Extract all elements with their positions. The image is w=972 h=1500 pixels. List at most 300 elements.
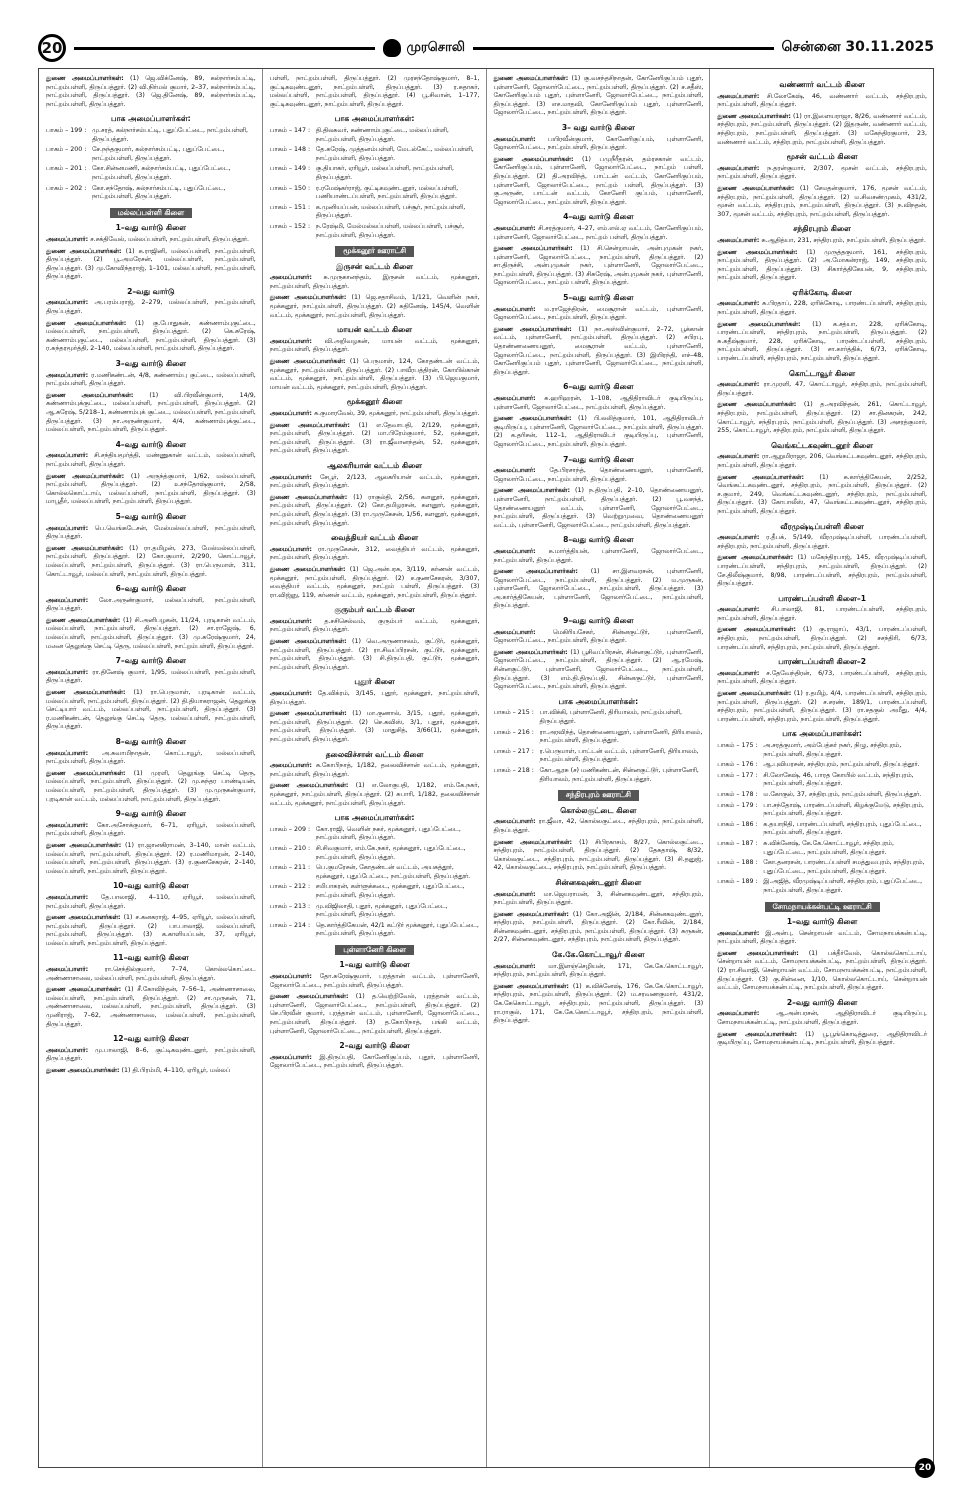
member-paragraph xyxy=(494,911,704,945)
member-details: சு.குமாரவேல், 39, மூக்கனூர், நாட்றம்பள்ளி, திருப்பத்தூர். xyxy=(313,410,480,417)
role-label: துணை அமைப்பாளர்கள்: xyxy=(717,626,796,634)
section-heading: 6–வது வார்டு கிளை xyxy=(115,584,187,594)
member-details: (1) அருந்த்குமார், 1/62, மல்லப்பள்ளி, நாட்றம்பள்ளி, திருப்பத்தூர். (2) உசந்தோஷ்குமார், 2/58, கொல்லகொட்டாய், மல்லப்பள்ளி, நாட்றம்பள்ளி, திருப்பத்தூர். (3) மாபூதீர், மல்லப்பள்ளி, நாட்றம்பள்ளி, திருப்பத்தூர். xyxy=(46,472,256,506)
member-details: (1) த.அரவிந்தன், 261, கொட்டாவூர், சந்திரபுரம், நாட்றம்பள்ளி, திருப்பத்தூர். (2) சா.தினகரன், 242, கொட்டாவூர், சந்திரபுரம், நாட்றம்பள்ளி, திருப்பத்தூர். (3) அசரத்குமார், 255, கொட்டாவூர், சந்திரபுரம், நாட்றம்பள்ளி, திருப்பத்தூர். xyxy=(717,401,927,435)
member-paragraph xyxy=(717,113,927,147)
section-heading: வீரமுஷ்டிப்பள்ளி கிளை xyxy=(780,521,864,531)
role-label: துணை அமைப்பாளர்கள்: xyxy=(717,1030,797,1038)
member-paragraph xyxy=(46,689,256,732)
member-paragraph xyxy=(270,358,480,392)
booth-text: க.தயாநிதி, பாரண்டப்பள்ளி, சந்திரபுரம், புதுப்பேட்டை, நாட்றம்பள்ளி, திருப்பத்தூர். xyxy=(763,820,922,837)
member-paragraph xyxy=(270,762,480,779)
member-details: பயிரவீன்குமார், கோனேரிகுப்பம், புள்ளானேரி, ஜோலார்பேட்டை, நாட்றம்பள்ளி, திருப்பத்தூர். xyxy=(493,135,704,152)
section-heading: 3–வது வார்டு கிளை xyxy=(115,359,187,369)
booth-number: பாகம் – 200 : xyxy=(46,146,87,154)
section-heading: 1–வது வார்டு கிளை xyxy=(786,917,858,927)
section-heading: 8–வது வார்டு கிளை xyxy=(115,737,187,746)
booth-number: பாகம் – 178 : xyxy=(717,790,758,798)
section-heading: 5–வது வார்டு கிளை xyxy=(563,293,634,303)
booth-number: பாகம் – 187 : xyxy=(717,839,758,847)
role-label: துணை அமைப்பாளர்கள்: xyxy=(493,155,574,163)
shaded-heading-label: புள்ளானேரி கிளை xyxy=(335,945,414,956)
member-details: (1) சிபிரகாசம், 8/27, கொல்லகுட்டை, சந்திரபுரம், நாட்றம்பள்ளி, திருப்பத்தூர். (2) தேசுதாஷ், 8/32, கொல்லகுட்டை, சந்திரபுரம், நாட்றம்பள்ளி, திருப்பத்தூர். (3) சி.தனுஜ், 42, கொல்லகுட்டை, சந்திரபுரம், நாட்றம்பள்ளி, திருப்பத்தூர். xyxy=(493,838,704,872)
booth-entry xyxy=(270,204,480,221)
member-details: தோ.சுரேஷ்குமார், புரத்தான் வட்டம், புள்ளானேரி, ஜோலார்பேட்டை, நாட்றம்பள்ளி, திருப்பத்தூர். xyxy=(269,973,480,989)
member-paragraph xyxy=(270,294,480,320)
booth-text: தே.சுரேஷ், முத்தனம்பள்ளி, மேடல்கேட், மல்லப்பள்ளி, நாட்றம்பள்ளி, திருப்பத்தூர். xyxy=(315,146,474,162)
section-heading: தலைவிச்சான் வட்டம் கிளை xyxy=(325,749,424,759)
member-paragraph xyxy=(46,986,256,1029)
member-details: ம.ராஜேந்திரன், மைசூரான் வட்டம், புள்ளானேரி, ஜோலார்பேட்டை, நாட்றம்பள்ளி, திருப்பத்தூர். xyxy=(493,305,704,322)
booth-number: பாகம் – 188 : xyxy=(717,859,758,867)
member-paragraph xyxy=(717,401,927,435)
booth-text: கோ.ஆரசு (ச) மணிகண்டன், சின்னகுட்டூர், புள்ளானேரி, திரியாலம், நாட்றம்பள்ளி, திருப்பத்தூர். xyxy=(539,766,699,783)
role-label: துணை அமைப்பாளர்கள்: xyxy=(493,415,572,423)
booth-entry xyxy=(46,127,256,144)
booth-text: இ.அஜித், வீரமுஷ்டிப்பள்ளி, சந்திரபுரம், புதுப்பேட்டை, நாட்றம்பள்ளி, திருப்பத்தூர். xyxy=(763,878,923,894)
columns xyxy=(39,69,933,1467)
booth-number: பாகம் – 176 : xyxy=(717,761,758,769)
member-details: ரா.முருகேசன், 312, வைத்தியர் வட்டம், மூக்கனூர், நாட்றம்பள்ளி, திருப்பத்தூர். xyxy=(269,545,480,562)
member-details: (1) முரளி, தெலுங்கு செட்டி தெரு, மல்லப்பள்ளி, நாட்றம்பள்ளி, திருப்பத்தூர். (2) மு.சுந்தர பாண்டியன், மல்லப்பள்ளி, நாட்றம்பள்ளி, திருப்பத்தூர். (3) மு.முருகன்குமார், புரடிகான் வட்டம், மல்லப்பள்ளி, நாட்றம்பள்ளி, திருப்பத்தூர். xyxy=(46,769,256,803)
booth-number: பாகம் – 175 : xyxy=(717,742,758,749)
booth-text: க.முனியப்பன், மல்லப்பள்ளி, பச்சூர், நாட்றம்பள்ளி, திருப்பத்தூர். xyxy=(315,203,466,220)
role-label: அமைப்பாளர்: xyxy=(717,453,760,461)
role-label: துணை அமைப்பாளர்கள்: xyxy=(46,472,125,480)
member-details: த.சசிசெல்வம், குரும்பர் வட்டம், மூக்கனூர், நாட்றம்பள்ளி, திருப்பத்தூர். xyxy=(269,617,480,634)
role-label: அமைப்பாளர்: xyxy=(717,381,760,389)
role-label: துணை அமைப்பாளர்கள்: xyxy=(493,568,578,576)
role-label: அமைப்பாளர்: xyxy=(269,274,312,282)
role-label: துணை அமைப்பாளர்கள்: xyxy=(493,910,569,918)
role-label: அமைப்பாளர்: xyxy=(46,235,89,243)
booth-entry xyxy=(270,826,480,843)
member-paragraph xyxy=(717,534,927,551)
role-label: துணை அமைப்பாளர்கள்: xyxy=(269,710,347,718)
role-label: அமைப்பாளர்: xyxy=(46,893,89,901)
booth-text: கோ.ராஜி, வெளின் நகர், மூக்கனூர், புதுப்பேட்டை, நாட்றம்பள்ளி, திருப்பத்தூர். xyxy=(315,825,461,842)
role-label: அமைப்பாளர்: xyxy=(493,962,536,970)
shaded-heading-label: மல்லப்பள்ளி கிளை xyxy=(110,208,192,219)
section-heading: 1–வது வார்டு கிளை xyxy=(339,960,410,970)
member-details: சி.சந்தியமூர்த்தி, மண்ணுகான் வட்டம், மல்லப்பள்ளி, நாட்றம்பள்ளி, திருப்பத்தூர். xyxy=(46,452,256,468)
role-label: அமைப்பாளர்: xyxy=(717,164,760,172)
member-details: சேபூர், 2/123, ஆலகரியான் வட்டம், மூக்கனூர், நாட்றம்பள்ளி, திருப்பத்தூர். xyxy=(269,473,480,490)
member-paragraph xyxy=(270,690,480,707)
member-paragraph xyxy=(717,474,927,517)
role-label: அமைப்பாளர்: xyxy=(717,606,760,614)
section-heading: 9–வது வார்டு கிளை xyxy=(563,616,634,626)
booth-entry xyxy=(717,742,927,759)
member-paragraph xyxy=(46,392,256,435)
column-1 xyxy=(39,69,263,1467)
role-label: துணை அமைப்பாளர்கள்: xyxy=(269,358,346,366)
member-paragraph xyxy=(494,415,704,449)
member-details: (1) பமுநீரீதரன், தம்ரசகான் வட்டம், கோனேரிகுப்பம், புள்ளானேரி, ஜோலார்பேட்டை, நாட்றம் பள்ளி, திருப்பத்தூர். (2) தி.அரவிந்த், பாட்டன் வட்டம், கோனேரிகுப்பம், புள்ளானேரி, ஜோலார்பேட்டை, நாட்றம் பள்ளி, திருப்பத்தூர். (3) கு.அருண், பாட்டன் வட்டம், கோனேரி குப்பம், புள்ளானேரி, ஜோலார்பேட்டை, நாட்றம்பள்ளி, திருப்பத்தூர். xyxy=(493,155,704,206)
member-details: (1) பூசிவப்பிரசன், சின்னகுட்டூர், புள்ளானேரி, ஜோலார்பேட்டை, நாட்றம்பள்ளி, திருப்பத்தூர். (2) ஆ.ரமேஷ், சின்னகுட்டூர், புள்ளானேரி, ஜோலார்பேட்டை, நாட்றம்பள்ளி, திருப்பத்தூர். (3) எம்.தி.திருப்பதி, சின்னகுட்டூர், புள்ளானேரி, ஜோலார்பேட்டை, நாட்றம்பள்ளி, திருப்பத்தூர். xyxy=(493,648,704,691)
role-label: அமைப்பாளர்: xyxy=(717,534,760,542)
section-heading: இருசன் வட்டம் கிளை xyxy=(336,261,414,271)
booth-entry xyxy=(717,859,927,876)
booth-entry xyxy=(46,146,256,163)
page-body xyxy=(38,68,934,1468)
member-paragraph xyxy=(494,395,704,412)
member-paragraph xyxy=(494,306,704,323)
member-details: (1) பெருமாள், 124, கோதண்டன் வட்டம், மூக்கனூர், நாட்றம்பள்ளி, திருப்பத்தூர். (2) பாவீரபத்திரன், கோயில்கான் வட்டம், மூக்கனூர், நாட்றம்பள்ளி, திருப்பத்தூர். (3) பி.ஜெயகுமார், மாயன் வட்டம், மூக்கனூர், நாட்றம்பள்ளி, திருப்பத்தூர். xyxy=(269,358,480,391)
role-label: அமைப்பாளர்: xyxy=(46,821,89,829)
booth-number: பாகம் – 213 : xyxy=(269,902,311,910)
role-label: துணை அமைப்பாளர்கள்: xyxy=(269,493,348,501)
role-label: துணை அமைப்பாளர்கள்: xyxy=(269,421,350,429)
member-paragraph xyxy=(270,710,480,744)
role-label: துணை அமைப்பாளர்கள்: xyxy=(269,294,347,302)
booth-number: பாகம் – 218 : xyxy=(493,766,534,774)
role-label: துணை அமைப்பாளர்கள்: xyxy=(717,248,798,256)
city-date: சென்னை 30.11.2025 xyxy=(781,39,934,55)
role-label: அமைப்பாளர்: xyxy=(493,628,536,636)
section-heading: 8–வது வார்டு கிளை xyxy=(563,535,634,545)
role-label: துணை அமைப்பாளர்கள்: xyxy=(717,949,799,957)
booth-entry xyxy=(494,709,704,726)
booth-entry xyxy=(494,729,704,746)
column-4 xyxy=(710,69,933,1467)
section-heading: பாக அமைப்பாளர்கள்: xyxy=(558,696,639,706)
member-paragraph xyxy=(46,320,256,354)
member-paragraph xyxy=(494,963,704,980)
role-label: அமைப்பாளர்: xyxy=(493,395,536,402)
role-label: அமைப்பாளர்: xyxy=(717,929,760,937)
masthead-rule xyxy=(74,47,375,50)
booth-entry xyxy=(717,878,927,895)
booth-text: மு.சரத், கல்நார்சம்பட்டி, புதுப்பேட்டை, நாட்றம்பள்ளி, திருப்பத்தூர். xyxy=(92,126,248,143)
role-label: அமைப்பாளர்: xyxy=(269,690,312,698)
booth-text: பெ.குமரேசன், கோதண்டன் வட்டம், அயகத்தூர், மூக்கனூர், புதுப்பேட்டை, நாட்றம்பள்ளி, திருப்பத்தூர். xyxy=(315,864,471,880)
booth-text: ம.கோகுல், 37, சந்திரபுரம், நாட்றம்பள்ளி, திருப்பத்தூர். xyxy=(763,790,922,798)
page-number-badge: 20 xyxy=(38,34,66,62)
booth-text: ஆ.புவியரசன், சந்திரபுரம், நாட்றம்பள்ளி, திருப்பத்தூர். xyxy=(763,761,920,769)
role-label: துணை அமைப்பாளர்கள்: xyxy=(493,487,570,495)
booth-number: பாகம் – 210 : xyxy=(269,844,311,852)
member-details: சு.கோபிநாத், 1/182, தலைவிச்சான் வட்டம், மூக்கனூர், நாட்றம்பள்ளி, திருப்பத்தூர். xyxy=(269,762,480,778)
member-paragraph xyxy=(494,891,704,908)
member-paragraph xyxy=(46,299,256,316)
booth-number: பாகம் – 179 : xyxy=(717,801,758,809)
rising-sun-logo-icon xyxy=(383,39,401,57)
booth-text: பா.விக்கி, புள்ளானேரி, திரியாலம், நாட்றம்பள்ளி, திருப்பத்தூர். xyxy=(539,709,682,725)
section-heading: பாக அமைப்பாளர்கள்: xyxy=(334,114,415,124)
section-heading: 4–வது வார்டு கிளை xyxy=(563,212,634,222)
booth-number: பாகம் – 189 : xyxy=(717,878,758,886)
section-heading: மூக்கனூர் கிளை xyxy=(346,397,403,407)
member-paragraph xyxy=(46,1047,256,1064)
role-label: அமைப்பாளர்: xyxy=(493,890,536,898)
booth-number: பாகம் – 150 : xyxy=(269,184,311,192)
member-details: (1) கு.போதுகன், கண்ணாம்புகுட்டை, மல்லப்பள்ளி, நாட்றம்பள்ளி, திருப்பத்தூர். (2) கெ.சுரேஷ், கண்ணாம்புகுட்டை, மல்லப்பள்ளி, நாட்றம்பள்ளி, திருப்பத்தூர். (3) ர.சுந்தரமூர்த்தி, 2–140, மல்லப்பள்ளி, நாட்றம்பள்ளி, திருப்பத்தூர். xyxy=(46,319,256,353)
member-details: சி.லோகேஷ், 46, வண்ணார் வட்டம், சந்திரபுரம், நாட்றம்பள்ளி, திருப்பத்தூர். xyxy=(717,92,927,109)
booth-text: சு.விக்னேஷ், கே.கே.கொட்டாவூர், சந்திரபுரம், புதுப்பேட்டை, நாட்றம்பள்ளி, திருப்பத்தூர். xyxy=(763,839,895,856)
member-details: (1) ராகுல்தி, 2/56, களனூர், மூக்கனூர், நாட்றம்பள்ளி, திருப்பத்தூர். (2) கோ.தமிழரசன், களனூர், மூக்கனூர், நாட்றம்பள்ளி, திருப்பத்தூர். (3) ரா.முருகேசன், 1/56, களனூர், மூக்கனூர், நாட்றம்பள்ளி, திருப்பத்தூர். xyxy=(269,493,480,527)
role-label: துணை அமைப்பாளர்கள்: xyxy=(717,473,805,481)
role-label: துணை அமைப்பாளர்கள்: xyxy=(269,782,349,790)
role-label: அமைப்பாளர்: xyxy=(46,299,89,307)
member-details: ர.மணிகண்டன், 4/8, கண்ணாம்பு குட்டை, மல்லப்பள்ளி, நாட்றம்பள்ளி, திருப்பத்தூர். xyxy=(46,371,256,388)
member-details: (1) கு.ராஜாப், 43/1, பாரண்டப்பள்ளி, சந்திரபுரம், நாட்றம்பள்ளி, திருப்பத்தூர். (2) சசந்திரி, 6/73, பாரண்டப்பள்ளி, சந்திரபுரம், நாட்றம்பள்ளி, திருப்பத்தூர். xyxy=(717,626,927,651)
member-details: (1) மகேந்திரபாஜ், 145, வீரமுஷ்டிப்பள்ளி, பாரண்டப்பள்ளி, சந்திரபுரம், நாட்றம்பள்ளி, திருப்பத்தூர். (2) சே.திலீஷ்குமார், 8/98, பாரண்டப்பள்ளி, சந்திரபுரம், நாட்றம்பள்ளி, திருப்பத்தூர். xyxy=(717,554,927,588)
shaded-heading-label: சந்திரபுரம் ஊராட்சி xyxy=(558,790,639,801)
member-paragraph xyxy=(494,839,704,873)
booth-text: மு.விஜிலாதி, புதூர், மூக்கனூர், புதுப்பேட்டை, நாட்றம்பள்ளி, திருப்பத்தூர். xyxy=(315,902,448,919)
member-details: பெ.வெங்கடேசன், மேல்மல்லப்பள்ளி, நாட்றம்பள்ளி, திருப்பத்தூர். xyxy=(46,524,256,541)
section-heading: 11–வது வார்டு கிளை xyxy=(113,953,189,963)
member-details: ச.தேவேந்திரன், 6/73, பாரண்டப்பள்ளி, சந்திரபுரம், நாட்றம்பள்ளி, திருப்பத்தூர். xyxy=(717,669,927,686)
member-details: (1) பக்தீர்வேல், கொல்லகொட்டாய், சென்றாயன் வட்டம், சோமநாயக்கன்பட்டி, நாட்றம்பள்ளி, திருப்பத்தூர். (2) ரா.சிவாஜி, சென்றாயன் வட்டம், சோமநாயக்கன்பட்டி, நாட்றம்பள்ளி, திருப்பத்தூர். (3) கு.சின்னை, 1/10, கொல்லகொட்டாய், சென்றாயன் வட்டம், சோமநாயக்கன்பட்டி, நாட்றம்பள்ளி, திருப்பத்தூர். xyxy=(717,949,927,992)
section-heading: கே.கே.கொட்டாவூர் கிளை xyxy=(552,950,645,960)
member-paragraph xyxy=(270,638,480,672)
member-paragraph xyxy=(46,966,256,983)
member-details: இ.அன்பு, சென்றாயன் வட்டம், சோமநாயக்கன்பட்டி, நாட்றம்பள்ளி, திருப்பத்தூர். xyxy=(717,929,927,946)
section-heading: பாக அமைப்பாளர்கள்: xyxy=(334,813,415,823)
member-details: (1) ரா.ஜானகிராமன், 3–140, மான் வட்டம், மல்லப்பள்ளி, நாட்றம்பள்ளி, திருப்பத்தூர். (2) ர.மணிமாறன், 2–140, மல்லப்பள்ளி, நாட்றம்பள்ளி, திருப்பத்தூர். (3) ர.குணசேகரன், 2–140, மல்லப்பள்ளி, நாட்றம்பள்ளி, திருப்பத்தூர். xyxy=(46,841,256,875)
member-paragraph xyxy=(494,649,704,692)
section-heading: 3– வது வார்டு கிளை xyxy=(561,122,635,132)
member-details: (1) சி.அனிபழகன், 11/24, புரடிகான் வட்டம், மல்லப்பள்ளி, நாட்றம்பள்ளி, திருப்பத்தூர். (2) சா.ராஜேஷ், 6, மல்லப்பள்ளி, நாட்றம்பள்ளி, திருப்பத்தூர். (3) மு.சுரேஷ்குமார், 24, மனை தெலுங்கு செட்டி தெரு, மல்லப்பள்ளி, நாட்றம்பள்ளி, திருப்பத்தூர். xyxy=(46,616,256,650)
member-details: லோ.அருண்குமார், மல்லப்பள்ளி, நாட்றம்பள்ளி, திருப்பத்தூர். xyxy=(46,596,256,613)
role-label: துணை அமைப்பாளர்கள்: xyxy=(46,769,126,777)
section-heading: வண்ணார் வட்டம் கிளை xyxy=(779,80,865,89)
member-details: இ.திருப்பதி, கோனேரிகுப்பம், புதூர், புள்ளானேரி, ஜோலார்பேட்டை, நாட்றம்பள்ளி, திருப்பத்தூர். xyxy=(269,1053,480,1070)
member-paragraph xyxy=(46,236,256,245)
member-details: கோ.அசோக்குமார், 6–71, ஏரியூர், மல்லப்பள்ளி, நாட்றம்பள்ளி, திருப்பத்தூர். xyxy=(46,821,256,838)
section-heading: சந்திரபுரம் கிளை xyxy=(793,224,852,234)
booth-entry xyxy=(717,821,927,838)
section-heading: 7–வது வார்டு கிளை xyxy=(115,656,187,666)
paper-logo xyxy=(383,39,466,57)
booth-number: பாகம் – 201 : xyxy=(46,165,87,173)
member-paragraph xyxy=(717,554,927,588)
shaded-section-heading xyxy=(717,902,927,913)
member-details: சு.ஹரிஹரன், 1–108, ஆதிதிராவிடர் குடியிருப்பு, புள்ளானேரி, ஜோலார்பேட்டை, நாட்றம்பள்ளி, திருப்பத்தூர். xyxy=(493,395,704,411)
member-paragraph xyxy=(270,75,480,109)
role-label: துணை அமைப்பாளர்கள்: xyxy=(46,841,122,849)
booth-text: சே.நந்தகுமார், கல்நார்சம்பட்டி, புதுப்பேட்டை, நாட்றம்பள்ளி, திருப்பத்தூர். xyxy=(92,146,225,162)
booth-number: பாகம் – 186 : xyxy=(717,820,758,828)
member-paragraph xyxy=(270,993,480,1036)
role-label: துணை அமைப்பாளர்கள்: xyxy=(46,319,127,327)
role-label: துணை அமைப்பாளர்கள்: xyxy=(493,648,568,656)
section-heading: வெங்கட்டகவுண்டனூர் கிளை xyxy=(771,440,874,450)
member-details: (1) தி.பிரம்மி, 4–110, ஏரியூர், மல்லப் xyxy=(121,1067,231,1074)
booth-entry xyxy=(717,772,927,789)
role-label: அமைப்பாளர்: xyxy=(493,135,536,143)
member-paragraph xyxy=(494,136,704,153)
member-paragraph xyxy=(46,75,256,109)
role-label: அமைப்பாளர்: xyxy=(717,669,760,677)
booth-text: கோ.சந்தோஷ், கல்நார்சம்பட்டி, புதுப்பேட்டை, நாட்றம்பள்ளி, திருப்பத்தூர். xyxy=(92,184,226,201)
booth-entry xyxy=(270,903,480,920)
role-label: அமைப்பாளர்: xyxy=(493,547,536,555)
member-details: ரா.முரளி, 47, கொட்டாவூர், சந்திரபுரம், நாட்றம்பள்ளி, திருப்பத்தூர். xyxy=(717,381,927,397)
member-details: அ.பரம்பராஜ், 2–279, மல்லப்பள்ளி, நாட்றம்பள்ளி, திருப்பத்தூர். xyxy=(46,299,256,316)
booth-text: தெ.கார்த்திகேயன், 42/1 கட்டூர் மூக்கனூர், புதுப்பேட்டை, நாட்றம்பள்ளி, திருப்பத்தூர். xyxy=(315,921,479,938)
member-paragraph xyxy=(494,326,704,378)
booth-entry xyxy=(717,791,927,800)
shaded-section-heading xyxy=(494,790,704,801)
member-paragraph xyxy=(270,474,480,491)
role-label: துணை அமைப்பாளர்கள்: xyxy=(46,391,134,399)
member-details: (1) வெ.அருணாசலம், குட்டூர், மூக்கனூர், நாட்றம்பள்ளி, திருப்பத்தூர். (2) ரா.சிவப்பிரசன், குட்டூர், மூக்கனூர், நாட்றம்பள்ளி, திருப்பத்தூர். (3) சி.திருப்பதி, குட்டூர், மூக்கனூர், நாட்றம்பள்ளி, திருப்பத்தூர். xyxy=(269,638,480,671)
member-details: ந.தரன்குமார், 2/307, மூசன் வட்டம், சந்திரபுரம், நாட்றம்பள்ளி, திருப்பத்தூர். xyxy=(717,164,927,181)
member-details: ரா.ஆறுமிராஜா, 206, வெங்கட்டகவுண்டனூர், சந்திரபுரம், நாட்றம்பள்ளி, திருப்பத்தூர். xyxy=(717,453,927,469)
booth-text: ர.பெருமாள், பாட்டன் வட்டம், புள்ளானேரி, திரியாலம், நாட்றம்பள்ளி, திருப்பத்தூர். xyxy=(539,747,699,764)
section-heading: 7–வது வார்டு கிளை xyxy=(563,454,634,464)
member-paragraph xyxy=(494,818,704,835)
role-label: துணை அமைப்பாளர்கள்: xyxy=(493,325,572,333)
section-heading: பாரண்டப்பள்ளி கிளை–1 xyxy=(778,593,867,603)
member-details: சு.முருகானந்தம், இருசன் வட்டம், மூக்கனூர், நாட்றம்பள்ளி, திருப்பத்தூர். xyxy=(269,274,480,290)
member-details: சி.சரத்குமார், 4–27, எம்.எல்.ஏ வட்டம், கோனேரிகுப்பம், புள்ளானேரி, ஜோலார்பேட்டை, நாட்றம் பள்ளி, திருப்பத்தூர். xyxy=(493,224,704,241)
booth-text: அ.சரத்குமார், அம்பேத்கர் நகர், நிழு, சந்திரபுரம், நாட்றம்பள்ளி, திருப்பத்தூர். xyxy=(763,742,902,758)
member-paragraph xyxy=(717,626,927,652)
member-details: (1) ஜெ.சதாசிவம், 1/121, வெளின் நகர், மூக்கனூர், நாட்றம்பள்ளி, திருப்பத்தூர். (2) சுதினேஷ், 145/4, வெளின் வட்டம், மூக்கனூர், நாட்றம்பள்ளி, திருப்பத்தூர். xyxy=(269,294,480,319)
member-details: ரா.செந்தில்குமார், 7–74, கொல்லகொட்டை அண்ணாசாலை, மல்லப்பள்ளி, நாட்றம்பள்ளி, திருப்பத்தூர். xyxy=(46,966,256,982)
member-details: (1) க.ராஜினி, மல்லப்பள்ளி, நாட்றம்பள்ளி, திருப்பத்தூர். (2) பூ.அமரேசன், மல்லப்பள்ளி, நாட்றம்பள்ளி, திருப்பத்தூர். (3) மு.கோவிந்தராஜ், 1–101, மல்லப்பள்ளி, நாட்றம்பள்ளி, திருப்பத்தூர். xyxy=(46,247,256,281)
member-details: (1) ஜெ.விக்னேஷ், 89, கல்நார்சம்பட்டி, நாட்றம்பள்ளி, திருப்பத்தூர். (2) வி.நிர்மல் குமார், 2–37, கல்நார்சம்பட்டி, நாட்றம்பள்ளி, திருப்பத்தூர். (3) ஜெ.தினேஷ், 89, கல்நார்சம்பட்டி, நாட்றம்பள்ளி, திருப்பத்தூர். xyxy=(46,75,256,108)
member-details: (1) எ.தேவாபதி, 2/129, மூக்கனூர், நாட்றம்பள்ளி, திருப்பத்தூர். (2) மா.பிரேம்குமார், 52, மூக்கனூர், நாட்றம்பள்ளி, திருப்பத்தூர். (3) ரா.ஜீவானந்தன், 52, மூக்கனூர், நாட்றம்பள்ளி, திருப்பத்தூர். xyxy=(269,421,480,455)
member-details: அ.சுவாமிநாதன், கொட்டாவூர், மல்லப்பள்ளி, நாட்றம்பள்ளி, திருப்பத்தூர். xyxy=(46,749,256,766)
role-label: அமைப்பாளர்: xyxy=(46,452,89,460)
booth-number: பாகம் – 202 : xyxy=(46,184,87,192)
role-label: துணை அமைப்பாளர்கள்: xyxy=(717,184,795,192)
column-3 xyxy=(487,69,711,1467)
member-details: (1) ந.திருப்பதி, 2–10, தொண்ணையனூர், புள்ளானேரி, நாட்றம்பள்ளி, திருப்பத்தூர். (2) பூ.வசந்த், தொண்ணையனூர் வட்டம், புள்ளானேரி, ஜோலார்பேட்டை, நாட்றம்பள்ளி, திருப்பத்தூர். (3) வெற்றுமுவை, தொண்ணையனூர் வட்டம், புள்ளானேரி, ஜோலார்பேட்டை, நாட்றம்பள்ளி, திருப்பத்தூர். xyxy=(493,487,704,529)
booth-number: பாகம் – 217 : xyxy=(493,747,534,755)
member-paragraph xyxy=(717,185,927,219)
member-details: ஆ.அன்பரசன், ஆதிதிராவிடர் குடியிருப்பு, சோமநாயக்கன்பட்டி, நாட்றம்பள்ளி, திருப்பத்தூர். xyxy=(717,1010,927,1027)
role-label: அமைப்பாளர்: xyxy=(717,1010,760,1018)
member-paragraph xyxy=(717,670,927,687)
member-details: (1) சு.கார்த்திகேயன், 2/252, வெங்கட்டகவுண்டனூர், சந்திரபுரம், நாட்றம்பள்ளி, திருப்பத்தூர். (2) ச.குமார், 249, வெங்கட்டகவுண்டனூர், சந்திரபுரம், நாட்றம்பள்ளி, திருப்பத்தூர். (3) கோபாலீஸ், 47, வெங்கட்டகவுண்டனூர், சந்திரபுரம், நாட்றம்பள்ளி, திருப்பத்தூர். xyxy=(717,473,927,515)
member-paragraph xyxy=(46,473,256,507)
section-heading: பாக அமைப்பாளர்கள்: xyxy=(782,729,862,739)
booth-entry xyxy=(270,146,480,163)
role-label: அமைப்பாளர்: xyxy=(269,410,312,417)
section-heading: மூசன் வட்டம் கிளை xyxy=(786,152,858,162)
role-label: அமைப்பாளர்: xyxy=(46,1046,89,1054)
section-heading: மாயன் வட்டம் கிளை xyxy=(337,325,413,335)
member-details: ர.தீபக், 5/149, வீரமுஷ்டிப்பள்ளி, பாரண்டப்பள்ளி, சந்திரபுரம், நாட்றம்பள்ளி, திருப்பத்தூர். xyxy=(717,534,927,550)
role-label: அமைப்பாளர்: xyxy=(493,467,536,475)
section-heading: ஏரிக்கோடி கிளை xyxy=(792,287,852,297)
member-paragraph xyxy=(717,237,927,246)
section-heading: கொல்லகுட்டை கிளை xyxy=(560,805,637,815)
role-label: துணை அமைப்பாளர்கள்: xyxy=(717,554,794,562)
shaded-heading-label: சோமநாயக்கன்பட்டி ஊராட்சி xyxy=(765,902,880,913)
member-paragraph xyxy=(717,321,927,364)
member-details: (1) ரா.பெருமாள், புரடிகான் வட்டம், மல்லப்பள்ளி, நாட்றம்பள்ளி, திருப்பத்தூர். (2) தி.தியாகராஜன், தெலுங்கு செட்டியார் வட்டம், மல்லப்பள்ளி, நாட்றம்பள்ளி, திருப்பத்தூர். (3) ர.மணிகண்டன், தெலுங்கு செட்டி தெரு, மல்லப்பள்ளி, நாட்றம்பள்ளி, திருப்பத்தூர். xyxy=(46,689,256,731)
member-paragraph xyxy=(494,548,704,565)
member-paragraph xyxy=(270,782,480,808)
member-paragraph xyxy=(46,525,256,542)
booth-entry xyxy=(494,767,704,784)
member-paragraph xyxy=(46,617,256,651)
member-paragraph xyxy=(494,568,704,611)
booth-number: பாகம் – 147 : xyxy=(269,126,311,134)
member-paragraph xyxy=(494,225,704,242)
role-label: அமைப்பாளர்: xyxy=(269,762,312,770)
member-details: சி.பாலாஜி, 81, பாரண்டப்பள்ளி, சந்திரபுரம், நாட்றம்பள்ளி, திருப்பத்தூர். xyxy=(717,606,927,622)
section-heading: கொட்டாவூர் கிளை xyxy=(789,368,856,378)
member-details: (1) எ.லோகுபதி, 1/182, எம்.கே.நகர், மூக்கனூர், நாட்றம்பள்ளி, திருப்பத்தூர். (2) சுபாரி, 1/182, தலைவிச்சான் வட்டம், மூக்கனூர், நாட்றம்பள்ளி, திருப்பத்தூர். xyxy=(269,782,480,807)
section-heading: வைத்தியர் வட்டம் கிளை xyxy=(331,533,419,543)
booth-entry xyxy=(270,127,480,144)
member-paragraph xyxy=(717,690,927,724)
member-paragraph xyxy=(270,1054,480,1071)
member-paragraph xyxy=(46,669,256,686)
booth-number: பாகம் – 152 : xyxy=(269,222,311,230)
role-label: துணை அமைப்பாளர்கள்: xyxy=(717,320,801,328)
member-paragraph xyxy=(270,274,480,291)
member-paragraph xyxy=(46,372,256,389)
member-details: தே.பாலாஜி, 4–110, ஏரியூர், மல்லப்பள்ளி, நாட்றம்பள்ளி, திருப்பத்தூர். xyxy=(46,893,256,910)
section-heading: குரும்பர் வட்டம் கிளை xyxy=(334,605,415,615)
shaded-section-heading xyxy=(270,945,480,956)
member-details: (1) த.வெற்றிவேல், புரத்தான் வட்டம், புள்ளானேரி, ஜோலார்பேட்டை, நாட்றம்பள்ளி, திருப்பத்தூர். (2) செ.பிரவீன் குமார், புரத்தான் வட்டம், புள்ளானேரி, ஜோலார்பேட்டை, நாட்றம்பள்ளி, திருப்பத்தூர். (3) த.கோபிநாத், பங்கி வட்டம், புள்ளானேரி, ஜோலார்பேட்டை, நாட்றம்பள்ளி, திருப்பத்தூர். xyxy=(269,993,480,1035)
member-paragraph xyxy=(717,165,927,182)
role-label: அமைப்பாளர்: xyxy=(269,545,312,553)
booth-entry xyxy=(270,922,480,939)
role-label: அமைப்பாளர்: xyxy=(269,473,312,481)
member-paragraph xyxy=(717,1031,927,1048)
role-label: அமைப்பாளர்: xyxy=(46,524,89,532)
member-details: (1) க.சத்யா, 228, ஏரிக்கோடி, பாரண்டப்பள்ளி, சந்திரபுரம், நாட்றம்பள்ளி, திருப்பத்தூர். (2) சு.சுதீஷ்குமார், 228, ஏரிக்கோடி, பாரண்டப்பள்ளி, சந்திரபுரம், நாட்றம்பள்ளி, திருப்பத்தூர். (3) சா.கார்த்திக், 6/73, ஏரிக்கோடி, பாரண்டப்பள்ளி, சந்திரபுரம், நாட்றம்பள்ளி, திருப்பத்தூர். xyxy=(717,320,927,363)
shaded-section-heading xyxy=(46,208,256,219)
member-details: (1) கு.வசந்தசிநாதன், கோனேரிகுப்பம் புதூர், புள்ளானேரி, ஜோலார்பேட்டை, நாட்றம்பள்ளி, திருப்பத்தூர். (2) ச.சதீஸ், கோனேரிகுப்பம் புதூர், புள்ளானேரி, ஜோலார்பேட்டை, நாட்றம்பள்ளி, திருப்பத்தூர். (3) எச.மாதவி, கோனேரிகுப்பம் புதூர், புள்ளானேரி, ஜோலார்பேட்டை, நாட்றம்பள்ளி, திருப்பத்தூர். xyxy=(493,75,704,117)
booth-number: பாகம் – 177 : xyxy=(717,771,758,779)
role-label: துணை அமைப்பாளர்கள்: xyxy=(46,986,122,994)
role-label: அமைப்பாளர்: xyxy=(46,668,89,676)
role-label: அமைப்பாளர்: xyxy=(717,236,760,244)
role-label: துணை அமைப்பாளர்கள்: xyxy=(493,75,569,82)
member-paragraph xyxy=(270,973,480,990)
member-details: (1) மா.குணால், 3/15, புதூர், மூக்கனூர், நாட்றம்பள்ளி, திருப்பத்தூர். (2) செ.கவிஸ், 3/1, புதூர், மூக்கனூர், நாட்றம்பள்ளி, திருப்பத்தூர். (3) மாதுசித், 3/66(1), மூக்கனூர், நாட்றம்பள்ளி, திருப்பத்தூர். xyxy=(269,710,480,743)
member-paragraph xyxy=(270,410,480,419)
role-label: அமைப்பாளர்: xyxy=(493,818,536,826)
member-details: (1) பூ.பூங்கொடித்துரை, ஆதிதிராவிடர் குடியிருப்பு, சோமநாயக்கன்பட்டி, நாட்றம்பள்ளி, திருப்பத்தூர். xyxy=(717,1030,927,1047)
member-paragraph xyxy=(270,618,480,635)
section-heading: பாரண்டப்பள்ளி கிளை–2 xyxy=(778,657,867,667)
booth-entry xyxy=(717,802,927,819)
booth-text: ர.ரமேஷ்கர்ராஜ், குட்டிகவுண்டனூர், மல்லப்பள்ளி, பணியாண்டப்பள்ளி, நாட்றம்பள்ளி, திருப்பத்தூர். xyxy=(315,184,459,201)
member-paragraph xyxy=(494,983,704,1026)
member-details: வி.அறிவழகன், மாயன் வட்டம், மூக்கனூர், நாட்றம்பள்ளி, திருப்பத்தூர். xyxy=(269,337,480,354)
shaded-heading-label: மூக்கனூர் ஊராட்சி xyxy=(335,246,414,257)
member-paragraph xyxy=(46,822,256,839)
role-label: துணை அமைப்பாளர்கள்: xyxy=(46,914,121,922)
booth-number: பாகம் – 215 : xyxy=(493,709,534,717)
member-paragraph xyxy=(494,467,704,484)
booth-entry xyxy=(270,864,480,881)
section-heading: சின்னகவுண்டனூர் கிளை xyxy=(555,877,642,887)
booth-entry xyxy=(46,185,256,202)
member-paragraph xyxy=(717,300,927,317)
role-label: துணை அமைப்பாளர்கள்: xyxy=(717,401,797,409)
member-details: மெகிரியசேகர், சின்னகுட்டூர், புள்ளானேரி, ஜோலார்பேட்டை, நாட்றம்பள்ளி, திருப்பத்தூர். xyxy=(493,628,704,645)
member-paragraph xyxy=(270,494,480,528)
section-heading: ஆலகரியான் வட்டம் கிளை xyxy=(327,460,423,470)
member-paragraph xyxy=(717,453,927,470)
member-paragraph xyxy=(494,245,704,288)
role-label: அமைப்பாளர்: xyxy=(269,337,312,345)
